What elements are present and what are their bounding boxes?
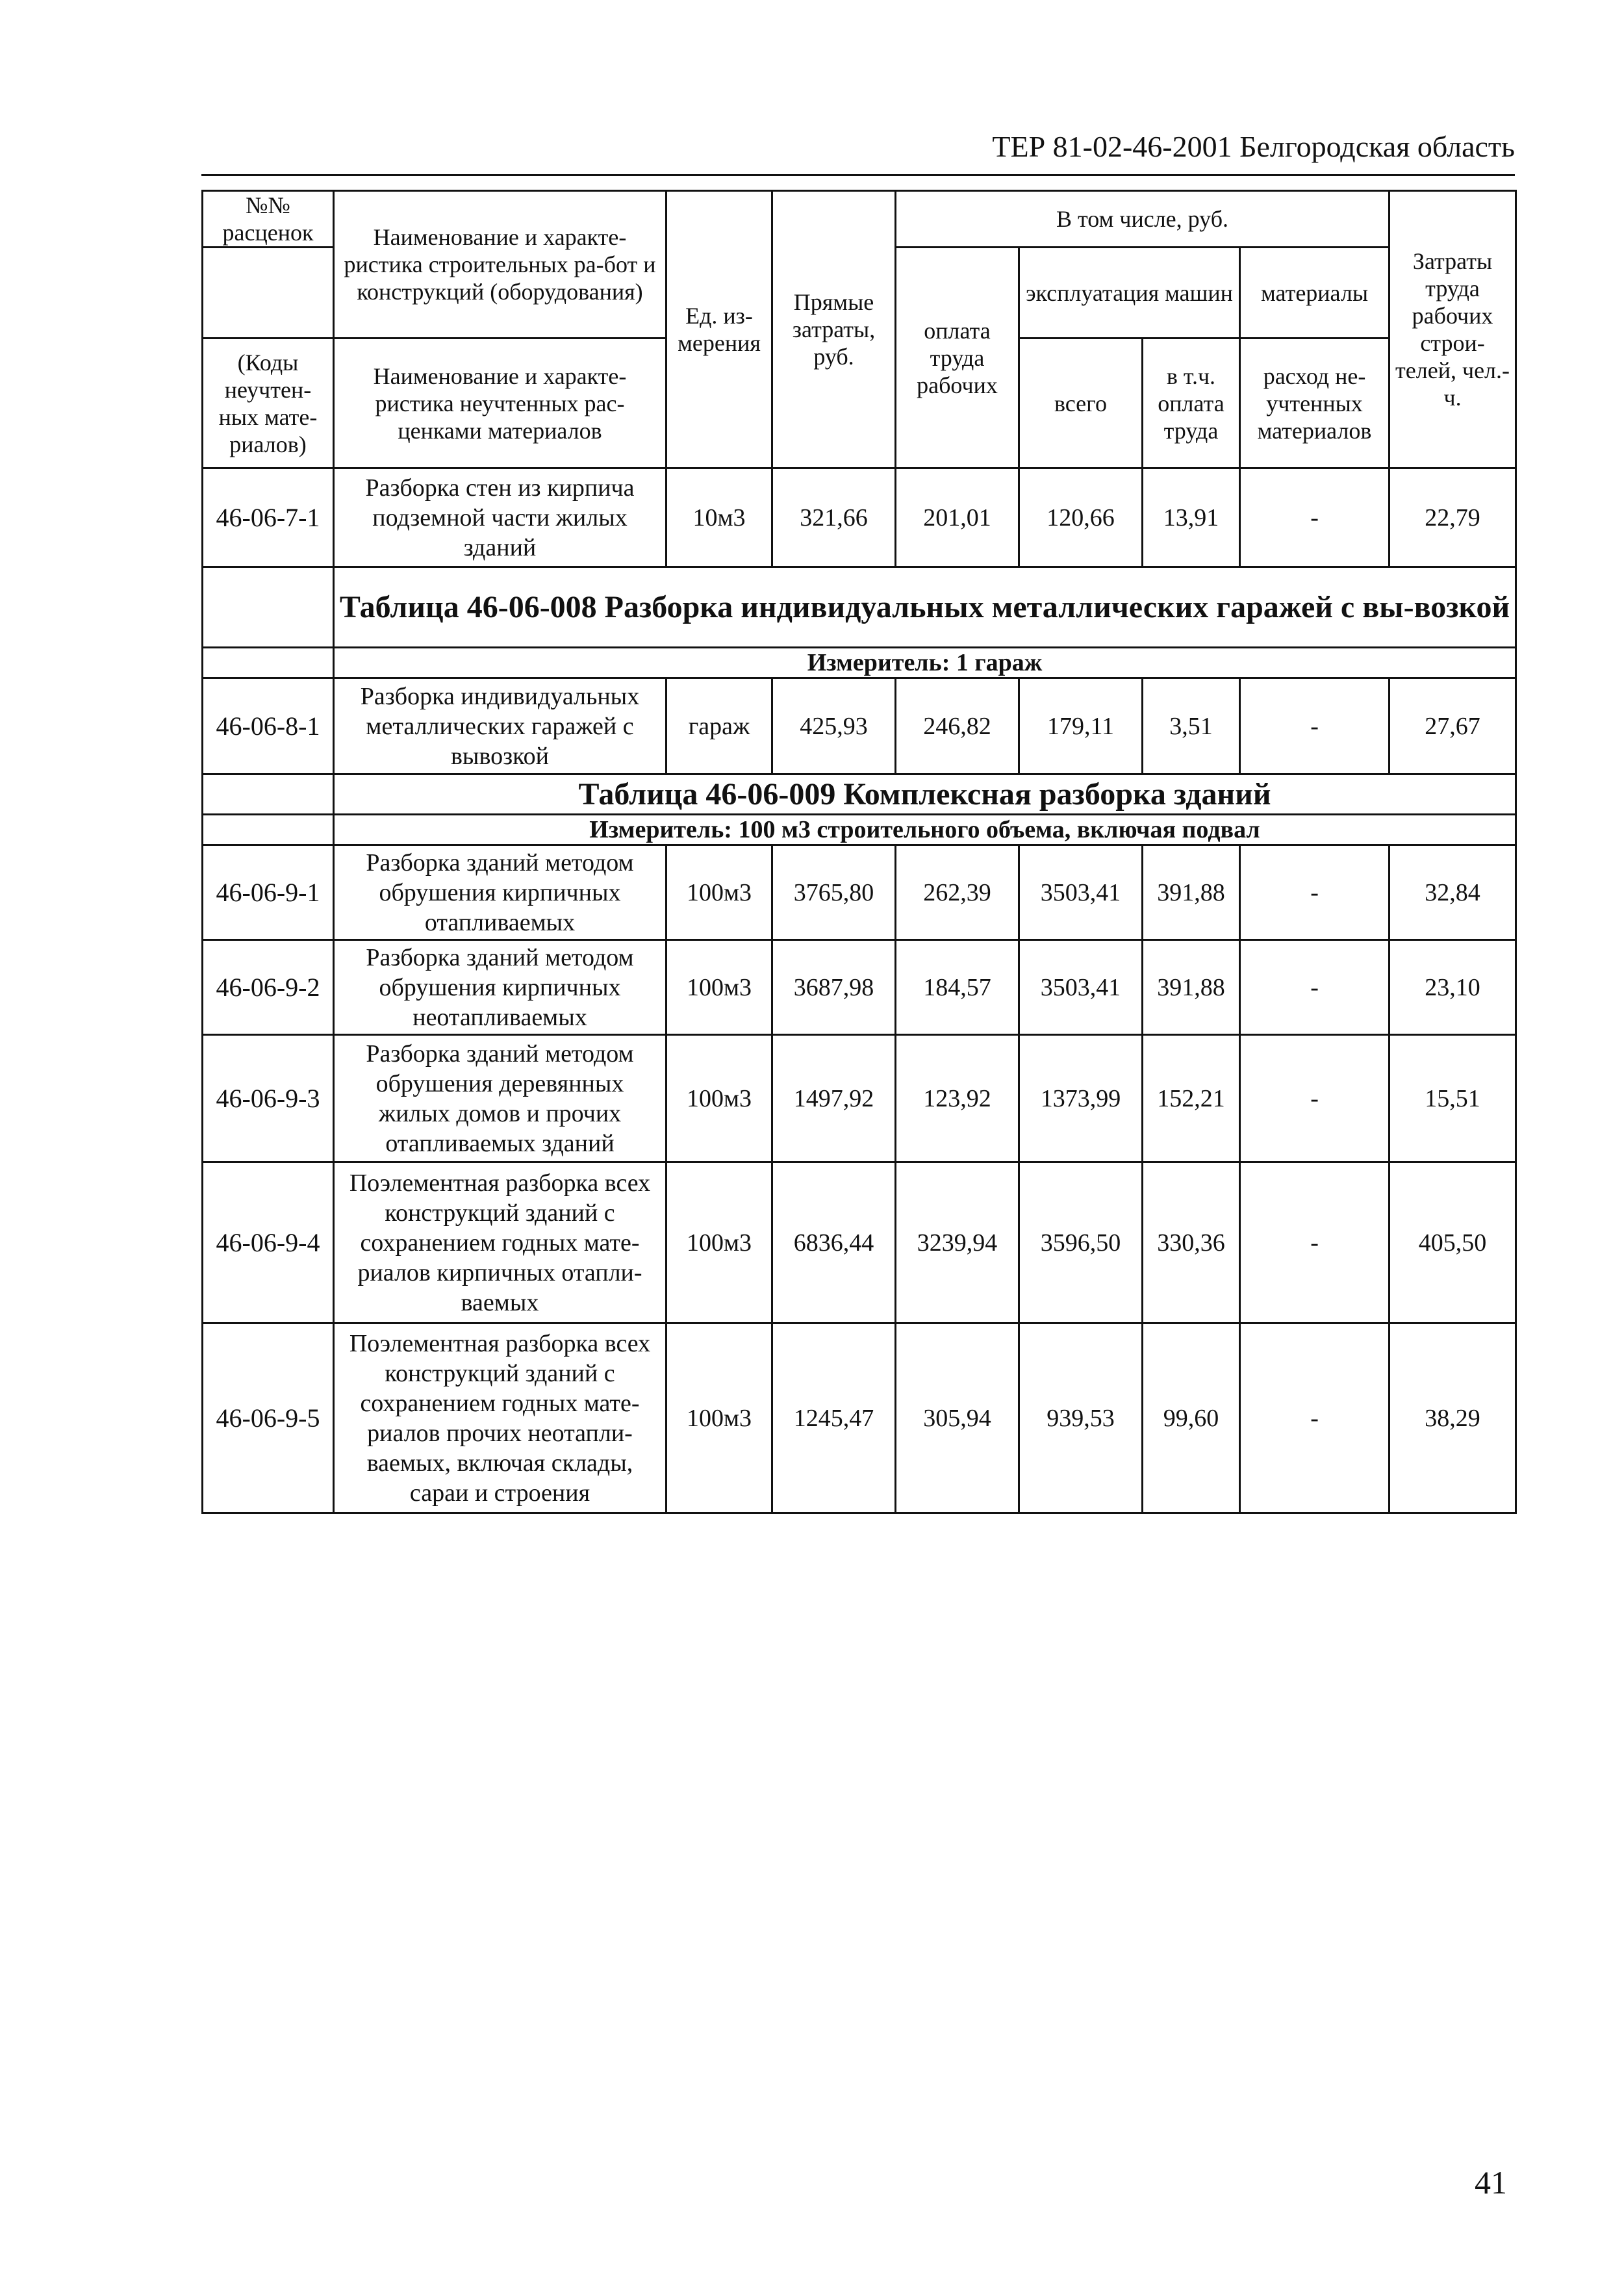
labor-hours: 23,10 [1389,940,1516,1035]
header-rule [201,174,1515,176]
work-name: Разборка зданий методом обрушения кирпичных неотапливаемых [334,940,666,1035]
col-header-unit: Ед. из-мерения [666,191,772,468]
labor-pay: 3239,94 [896,1162,1019,1323]
col-header-name: Наименование и характе-ристика строительных ра-бот и конструкций (оборудования) [334,191,666,339]
machines-total: 939,53 [1019,1323,1143,1513]
direct-costs: 6836,44 [772,1162,896,1323]
machines-total: 3503,41 [1019,845,1143,940]
unit: 100м3 [666,940,772,1035]
page-number: 41 [1475,2164,1507,2201]
labor-pay: 201,01 [896,468,1019,567]
machines-total: 1373,99 [1019,1035,1143,1162]
col-header-code: №№ расценок [203,191,334,248]
table-row [203,845,1516,940]
col-header-unaccounted-codes: (Коды неучтен-ных мате-риалов) [203,339,334,468]
col-header-including: В том числе, руб. [896,191,1389,248]
materials: - [1240,940,1389,1035]
rate-code: 46-06-8-1 [203,678,334,774]
machines-labor: 391,88 [1143,845,1240,940]
col-header-unaccounted-materials: расход не-учтенных материалов [1240,339,1389,468]
work-name: Разборка зданий методом обрушения деревянных жилых домов и прочих отапливаемых зданий [334,1035,666,1162]
unit: гараж [666,678,772,774]
table-row [203,1323,1516,1513]
unit: 100м3 [666,1035,772,1162]
direct-costs: 321,66 [772,468,896,567]
labor-pay: 184,57 [896,940,1019,1035]
rates-table [201,190,1517,1514]
machines-total: 3596,50 [1019,1162,1143,1323]
labor-pay: 262,39 [896,845,1019,940]
machines-labor: 99,60 [1143,1323,1240,1513]
machines-total: 3503,41 [1019,940,1143,1035]
labor-pay: 246,82 [896,678,1019,774]
labor-hours: 405,50 [1389,1162,1516,1323]
table-row [203,940,1516,1035]
rate-code: 46-06-7-1 [203,468,334,567]
labor-pay: 305,94 [896,1323,1019,1513]
labor-pay: 123,92 [896,1035,1019,1162]
rate-code: 46-06-9-2 [203,940,334,1035]
col-header-direct: Прямые затраты, руб. [772,191,896,468]
work-name: Поэлементная разборка всех конструкций зданий с сохранением годных мате-риалов кирпичных отапли-ваемых [334,1162,666,1323]
materials: - [1240,845,1389,940]
work-name: Поэлементная разборка всех конструкций зданий с сохранением годных мате-риалов прочих неотапли-ваемых, включая склады, сараи и строения [334,1323,666,1513]
rate-code: 46-06-9-4 [203,1162,334,1323]
col-header-unaccounted-name: Наименование и характе-ристика неучтенных рас-ценками материалов [334,339,666,468]
col-header-hours: Затраты труда рабочих строи-телей, чел.-ч. [1389,191,1516,468]
measure-unit-label: Измеритель: 100 м3 строительного объема, включая подвал [334,815,1516,845]
document-header: ТЕР 81-02-46-2001 Белгородская область [992,130,1515,163]
col-header-materials: материалы [1240,248,1389,339]
unit: 10м3 [666,468,772,567]
rate-code: 46-06-9-3 [203,1035,334,1162]
col-header-machines: эксплуатация машин [1019,248,1240,339]
direct-costs: 1245,47 [772,1323,896,1513]
table-section-title: Таблица 46-06-008 Разборка индивидуальных металлических гаражей с вы-возкой [334,567,1516,648]
materials: - [1240,1035,1389,1162]
machines-total: 120,66 [1019,468,1143,567]
direct-costs: 1497,92 [772,1035,896,1162]
labor-hours: 32,84 [1389,845,1516,940]
col-header-machines-labor: в т.ч. оплата труда [1143,339,1240,468]
direct-costs: 425,93 [772,678,896,774]
machines-labor: 152,21 [1143,1035,1240,1162]
rate-code: 46-06-9-1 [203,845,334,940]
table-row [203,1035,1516,1162]
machines-labor: 391,88 [1143,940,1240,1035]
materials: - [1240,1162,1389,1323]
work-name: Разборка стен из кирпича подземной части жилых зданий [334,468,666,567]
unit: 100м3 [666,1162,772,1323]
machines-labor: 330,36 [1143,1162,1240,1323]
col-header-machines-total: всего [1019,339,1143,468]
labor-hours: 22,79 [1389,468,1516,567]
direct-costs: 3765,80 [772,845,896,940]
table-row [203,1162,1516,1323]
col-header-labor: оплата труда рабочих [896,248,1019,468]
table-row [203,468,1516,567]
labor-hours: 38,29 [1389,1323,1516,1513]
rate-code: 46-06-9-5 [203,1323,334,1513]
machines-total: 179,11 [1019,678,1143,774]
unit: 100м3 [666,845,772,940]
machines-labor: 3,51 [1143,678,1240,774]
work-name: Разборка зданий методом обрушения кирпичных отапливаемых [334,845,666,940]
work-name: Разборка индивидуальных металлических гаражей с вывозкой [334,678,666,774]
materials: - [1240,468,1389,567]
table-section-title: Таблица 46-06-009 Комплексная разборка зданий [334,774,1516,815]
materials: - [1240,1323,1389,1513]
table-row [203,678,1516,774]
unit: 100м3 [666,1323,772,1513]
measure-unit-label: Измеритель: 1 гараж [334,648,1516,678]
labor-hours: 15,51 [1389,1035,1516,1162]
labor-hours: 27,67 [1389,678,1516,774]
machines-labor: 13,91 [1143,468,1240,567]
direct-costs: 3687,98 [772,940,896,1035]
materials: - [1240,678,1389,774]
